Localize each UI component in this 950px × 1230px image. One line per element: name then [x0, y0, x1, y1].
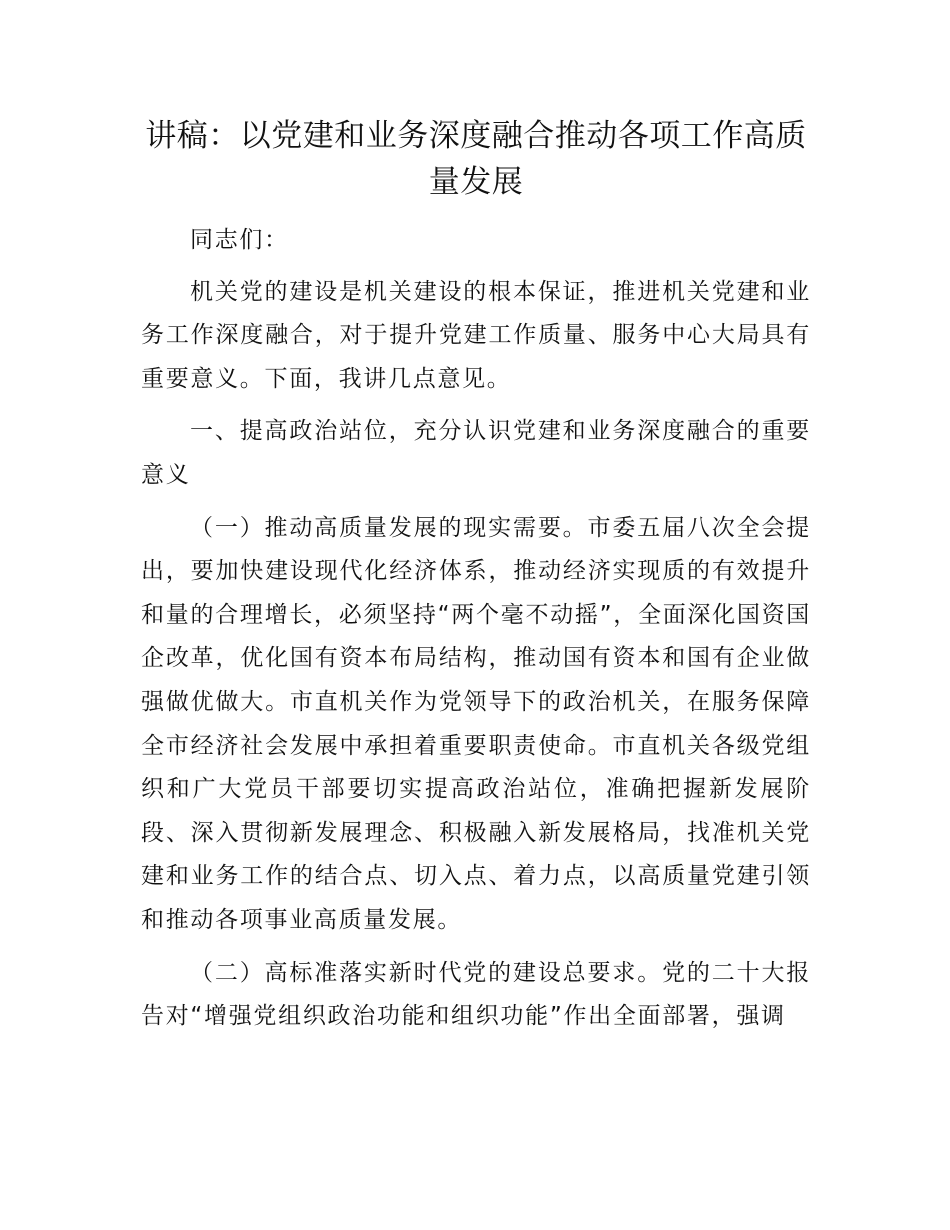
- section-heading-1: 一、提高政治站位，充分认识党建和业务深度融合的重要意义: [141, 418, 811, 488]
- greeting-paragraph: 同志们：: [190, 227, 289, 253]
- intro-paragraph: 机关党的建设是机关建设的根本保证，推进机关党建和业务工作深度融合，对于提升党建工作质量、服务中心大局具有重要意义。下面，我讲几点意见。: [141, 278, 811, 392]
- subsection-paragraph-2: （二）高标准落实新时代党的建设总要求。党的二十大报告对“增强党组织政治功能和组织功能”作出全面部署，强调: [141, 959, 811, 1030]
- subsection-paragraph-1: （一）推动高质量发展的现实需要。市委五届八次全会提出，要加快建设现代化经济体系，推动经济实现质的有效提升和量的合理增长，必须坚持“两个毫不动摇”，全面深化国资国企改革，优化国有资本布局结构，推动国有资本和国有企业做强做优做大。市直机关作为党领导下的政治机关，在服务保障全市经济社会发展中承担着重要职责使命。市直机关各级党组织和广大党员干部要切实提高政治站位，准确把握新发展阶段、深入贯彻新发展理念、积极融入新发展格局，找准机关党建和业务工作的结合点、切入点、着力点，以高质量党建引领和推动各项事业高质量发展。: [141, 514, 811, 933]
- document-title: 讲稿：以党建和业务深度融合推动各项工作高质量发展: [145, 118, 807, 200]
- document-body: [141, 219, 811, 1048]
